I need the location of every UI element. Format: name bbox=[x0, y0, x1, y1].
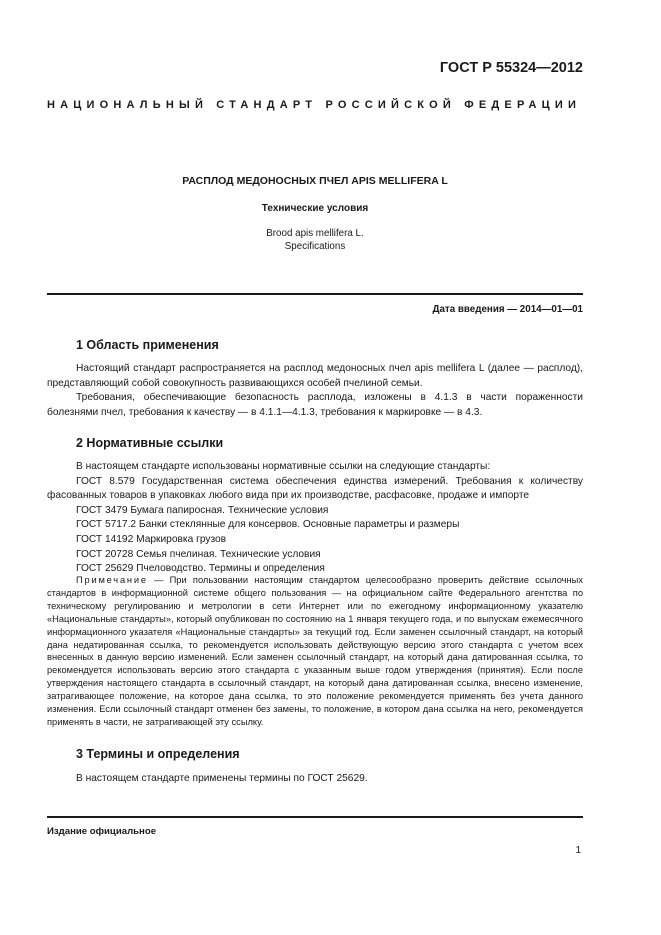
reference-item: ГОСТ 20728 Семья пчелиная. Технические условия bbox=[76, 548, 321, 560]
reference-item: ГОСТ 14192 Маркировка грузов bbox=[76, 533, 227, 545]
reference-item: ГОСТ 8.579 Государственная система обеспечения единства измерений. Требования к количеству фасованных товаров в упаковках любого вида при их производстве, расфасовке, продаже и импорте bbox=[47, 475, 583, 502]
english-title-line2: Specifications bbox=[284, 240, 346, 252]
note-text: — При пользовании настоящим стандартом целесообразно проверить действие ссылочных стандартов в информационной системе общего пользования — на официальном сайте Федерального агентства по техническому регулированию и метрологии в сети Интернет или по ежегодному информационному указателю «Национальные стандарты», который опубликован по состоянию на 1 января текущего года, и по выпускам ежемесячного информационного указателя «Национальные стандарты» за текущий год. Если заменен ссылочный стандарт, на который дана недатированная ссылка, то рекомендуется использовать действующую версию этого стандарта с учетом всех внесенных в данную версию изменений. Если заменен ссылочный стандарт, на который дана датированная ссылка, то рекомендуется использовать версию этого стандарта с указанным выше годом утверждения (принятия). Если после утверждения настоящего стандарта в ссылочный стандарт, на который дана датированная ссылка, внесено изменение, затрагивающее положение, на которое дана ссылка, то это положение рекомендуется применять без учета данного изменения. Если ссылочный стандарт отменен без замены, то положение, в котором дана ссылка на него, рекомендуется применять в части, не затрагивающей эту ссылку. bbox=[47, 575, 583, 727]
english-title-line1: Brood apis mellifera L. bbox=[266, 228, 364, 239]
english-title bbox=[47, 228, 583, 253]
page-number: 1 bbox=[575, 845, 581, 856]
introduction-date: Дата введения — 2014—01—01 bbox=[432, 304, 583, 315]
gost-number: ГОСТ Р 55324—2012 bbox=[439, 60, 583, 76]
footer-divider bbox=[47, 816, 583, 818]
section-1-paragraph-2: Требования, обеспечивающие безопасность расплода, изложены в 4.1.3 в части пораженности болезнями пчел, требования к качеству — в 4.1.1—4.1.3, требования к маркировке — в 4.3. bbox=[47, 392, 583, 418]
section-2-intro: В настоящем стандарте использованы нормативные ссылки на следующие стандарты: bbox=[76, 461, 491, 472]
official-edition-label: Издание официальное bbox=[47, 826, 157, 837]
section-2-heading: 2 Нормативные ссылки bbox=[76, 436, 224, 450]
section-1-paragraph-1: Настоящий стандарт распространяется на расплод медоносных пчел apis mellifera L (далее — расплод), представляющий собой совокупность развивающихся особей пчелиной семьи. bbox=[47, 363, 583, 389]
national-standard-banner: НАЦИОНАЛЬНЫЙ СТАНДАРТ РОССИЙСКОЙ ФЕДЕРАЦИИ bbox=[47, 99, 582, 111]
reference-note bbox=[47, 574, 583, 729]
section-1-body bbox=[47, 362, 583, 420]
title-divider bbox=[47, 293, 583, 295]
section-3-paragraph-1: В настоящем стандарте применены термины по ГОСТ 25629. bbox=[76, 773, 368, 784]
note-label: Примечание bbox=[76, 575, 148, 585]
section-1-heading: 1 Область применения bbox=[76, 338, 219, 352]
document-title: РАСПЛОД МЕДОНОСНЫХ ПЧЕЛ APIS MELLIFERA L bbox=[182, 175, 448, 187]
reference-item: ГОСТ 25629 Пчеловодство. Термины и определения bbox=[76, 563, 325, 575]
reference-item: ГОСТ 5717.2 Банки стеклянные для консервов. Основные параметры и размеры bbox=[76, 519, 460, 531]
section-2-body bbox=[47, 460, 583, 577]
section-3-body bbox=[47, 772, 583, 787]
reference-item: ГОСТ 3479 Бумага папиросная. Технические условия bbox=[76, 504, 329, 516]
section-3-heading: 3 Термины и определения bbox=[76, 747, 240, 761]
document-subtitle: Технические условия bbox=[261, 203, 369, 214]
